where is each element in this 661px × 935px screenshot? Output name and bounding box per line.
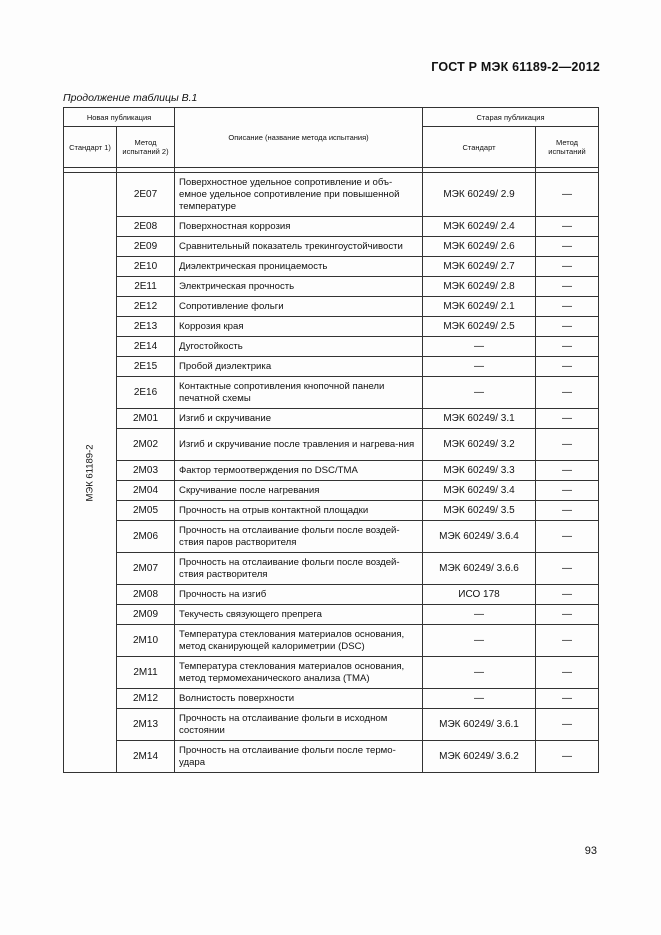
method-code-cell: 2E08 xyxy=(117,217,175,237)
old-method-cell: — xyxy=(536,741,599,773)
old-method-cell: — xyxy=(536,277,599,297)
header-old-publication: Старая публикация xyxy=(423,108,599,127)
old-standard-cell: МЭК 60249/ 3.4 xyxy=(423,481,536,501)
table-row xyxy=(64,237,599,257)
method-code-cell: 2E10 xyxy=(117,257,175,277)
table-body xyxy=(64,168,599,773)
method-code-cell: 2M09 xyxy=(117,605,175,625)
method-code-cell: 2M08 xyxy=(117,585,175,605)
description-cell: Прочность на отслаивание фольги после воздей-ствия паров растворителя xyxy=(175,521,423,553)
old-standard-cell: МЭК 60249/ 2.8 xyxy=(423,277,536,297)
description-cell: Температура стеклования материалов основания, метод термомеханического анализа (TMA) xyxy=(175,657,423,689)
description-cell: Прочность на отслаивание фольги после термо-удара xyxy=(175,741,423,773)
table-row xyxy=(64,277,599,297)
description-cell: Поверхностная коррозия xyxy=(175,217,423,237)
method-code-cell: 2E14 xyxy=(117,337,175,357)
description-cell: Температура стеклования материалов основания, метод сканирующей калориметрии (DSC) xyxy=(175,625,423,657)
old-standard-cell: — xyxy=(423,657,536,689)
method-code-cell: 2M05 xyxy=(117,501,175,521)
table-row xyxy=(64,173,599,217)
method-code-cell: 2M12 xyxy=(117,689,175,709)
table-caption: Продолжение таблицы В.1 xyxy=(63,92,198,104)
header-new-publication: Новая публикация xyxy=(64,108,175,127)
old-method-cell: — xyxy=(536,521,599,553)
document-header: ГОСТ Р МЭК 61189-2—2012 xyxy=(431,60,600,74)
description-cell: Сравнительный показатель трекингоустойчивости xyxy=(175,237,423,257)
old-standard-cell: — xyxy=(423,357,536,377)
method-code-cell: 2E12 xyxy=(117,297,175,317)
old-standard-cell: МЭК 60249/ 3.2 xyxy=(423,429,536,461)
method-code-cell: 2M10 xyxy=(117,625,175,657)
description-cell: Прочность на отслаивание фольги после воздей-ствия растворителя xyxy=(175,553,423,585)
description-cell: Диэлектрическая проницаемость xyxy=(175,257,423,277)
old-method-cell: — xyxy=(536,173,599,217)
table-row xyxy=(64,741,599,773)
old-standard-cell: — xyxy=(423,625,536,657)
table-row xyxy=(64,657,599,689)
table-row xyxy=(64,297,599,317)
old-method-cell: — xyxy=(536,409,599,429)
old-standard-cell: МЭК 60249/ 2.7 xyxy=(423,257,536,277)
header-method-new: Метод испытаний 2) xyxy=(117,127,175,168)
header-method-old: Метод испытаний xyxy=(536,127,599,168)
method-code-cell: 2E09 xyxy=(117,237,175,257)
old-method-cell: — xyxy=(536,553,599,585)
old-method-cell: — xyxy=(536,237,599,257)
description-cell: Волнистость поверхности xyxy=(175,689,423,709)
old-standard-cell: ИСО 178 xyxy=(423,585,536,605)
header-standard-old: Стандарт xyxy=(423,127,536,168)
table-row xyxy=(64,605,599,625)
table-row xyxy=(64,553,599,585)
table-row xyxy=(64,409,599,429)
old-standard-cell: МЭК 60249/ 3.6.1 xyxy=(423,709,536,741)
table-row xyxy=(64,217,599,237)
old-standard-cell: МЭК 60249/ 2.4 xyxy=(423,217,536,237)
method-code-cell: 2E07 xyxy=(117,173,175,217)
description-cell: Прочность на отслаивание фольги в исходном состоянии xyxy=(175,709,423,741)
old-method-cell: — xyxy=(536,297,599,317)
method-code-cell: 2M06 xyxy=(117,521,175,553)
description-cell: Поверхностное удельное сопротивление и объ-емное удельное сопротивление при повышенной температуре xyxy=(175,173,423,217)
old-method-cell: — xyxy=(536,257,599,277)
old-standard-cell: МЭК 60249/ 3.6.4 xyxy=(423,521,536,553)
method-code-cell: 2E11 xyxy=(117,277,175,297)
old-method-cell: — xyxy=(536,585,599,605)
old-standard-cell: — xyxy=(423,605,536,625)
description-cell: Текучесть связующего препрега xyxy=(175,605,423,625)
method-code-cell: 2M13 xyxy=(117,709,175,741)
method-code-cell: 2M11 xyxy=(117,657,175,689)
description-cell: Прочность на изгиб xyxy=(175,585,423,605)
header-description: Описание (название метода испытания) xyxy=(175,108,423,168)
method-code-cell: 2M02 xyxy=(117,429,175,461)
group-label: МЭК 61189-2 xyxy=(84,443,96,502)
old-standard-cell: МЭК 60249/ 3.6.6 xyxy=(423,553,536,585)
old-standard-cell: МЭК 60249/ 2.1 xyxy=(423,297,536,317)
description-cell: Скручивание после нагревания xyxy=(175,481,423,501)
old-standard-cell: — xyxy=(423,377,536,409)
old-method-cell: — xyxy=(536,429,599,461)
old-standard-cell: — xyxy=(423,689,536,709)
description-cell: Контактные сопротивления кнопочной панели печатной схемы xyxy=(175,377,423,409)
method-code-cell: 2M01 xyxy=(117,409,175,429)
old-standard-cell: МЭК 60249/ 3.1 xyxy=(423,409,536,429)
table-row xyxy=(64,357,599,377)
table-row xyxy=(64,257,599,277)
table-row xyxy=(64,625,599,657)
old-standard-cell: МЭК 60249/ 3.5 xyxy=(423,501,536,521)
standards-table xyxy=(63,107,599,773)
old-method-cell: — xyxy=(536,377,599,409)
table-row xyxy=(64,337,599,357)
old-method-cell: — xyxy=(536,657,599,689)
old-method-cell: — xyxy=(536,689,599,709)
description-cell: Пробой диэлектрика xyxy=(175,357,423,377)
description-cell: Коррозия края xyxy=(175,317,423,337)
table-row xyxy=(64,585,599,605)
method-code-cell: 2M04 xyxy=(117,481,175,501)
old-method-cell: — xyxy=(536,357,599,377)
description-cell: Электрическая прочность xyxy=(175,277,423,297)
old-method-cell: — xyxy=(536,625,599,657)
table-row xyxy=(64,377,599,409)
old-method-cell: — xyxy=(536,217,599,237)
method-code-cell: 2E15 xyxy=(117,357,175,377)
table-row xyxy=(64,709,599,741)
method-code-cell: 2E13 xyxy=(117,317,175,337)
old-standard-cell: МЭК 60249/ 2.5 xyxy=(423,317,536,337)
table-row xyxy=(64,521,599,553)
description-cell: Фактор термоотверждения по DSC/TMA xyxy=(175,461,423,481)
old-method-cell: — xyxy=(536,481,599,501)
old-standard-cell: — xyxy=(423,337,536,357)
method-code-cell: 2M07 xyxy=(117,553,175,585)
description-cell: Сопротивление фольги xyxy=(175,297,423,317)
table-row xyxy=(64,461,599,481)
table-row xyxy=(64,481,599,501)
method-code-cell: 2M03 xyxy=(117,461,175,481)
old-method-cell: — xyxy=(536,461,599,481)
table-row xyxy=(64,689,599,709)
table-row xyxy=(64,317,599,337)
old-method-cell: — xyxy=(536,605,599,625)
old-standard-cell: МЭК 60249/ 2.9 xyxy=(423,173,536,217)
description-cell: Дугостойкость xyxy=(175,337,423,357)
description-cell: Изгиб и скручивание после травления и нагрева-ния xyxy=(175,429,423,461)
old-standard-cell: МЭК 60249/ 3.3 xyxy=(423,461,536,481)
method-code-cell: 2M14 xyxy=(117,741,175,773)
table-row xyxy=(64,429,599,461)
method-code-cell: 2E16 xyxy=(117,377,175,409)
group-label-cell xyxy=(64,173,117,773)
table-row xyxy=(64,501,599,521)
header-standard-new: Стандарт 1) xyxy=(64,127,117,168)
page-number: 93 xyxy=(584,845,597,857)
old-standard-cell: МЭК 60249/ 3.6.2 xyxy=(423,741,536,773)
old-method-cell: — xyxy=(536,709,599,741)
old-method-cell: — xyxy=(536,317,599,337)
old-method-cell: — xyxy=(536,501,599,521)
description-cell: Изгиб и скручивание xyxy=(175,409,423,429)
old-method-cell: — xyxy=(536,337,599,357)
description-cell: Прочность на отрыв контактной площадки xyxy=(175,501,423,521)
old-standard-cell: МЭК 60249/ 2.6 xyxy=(423,237,536,257)
